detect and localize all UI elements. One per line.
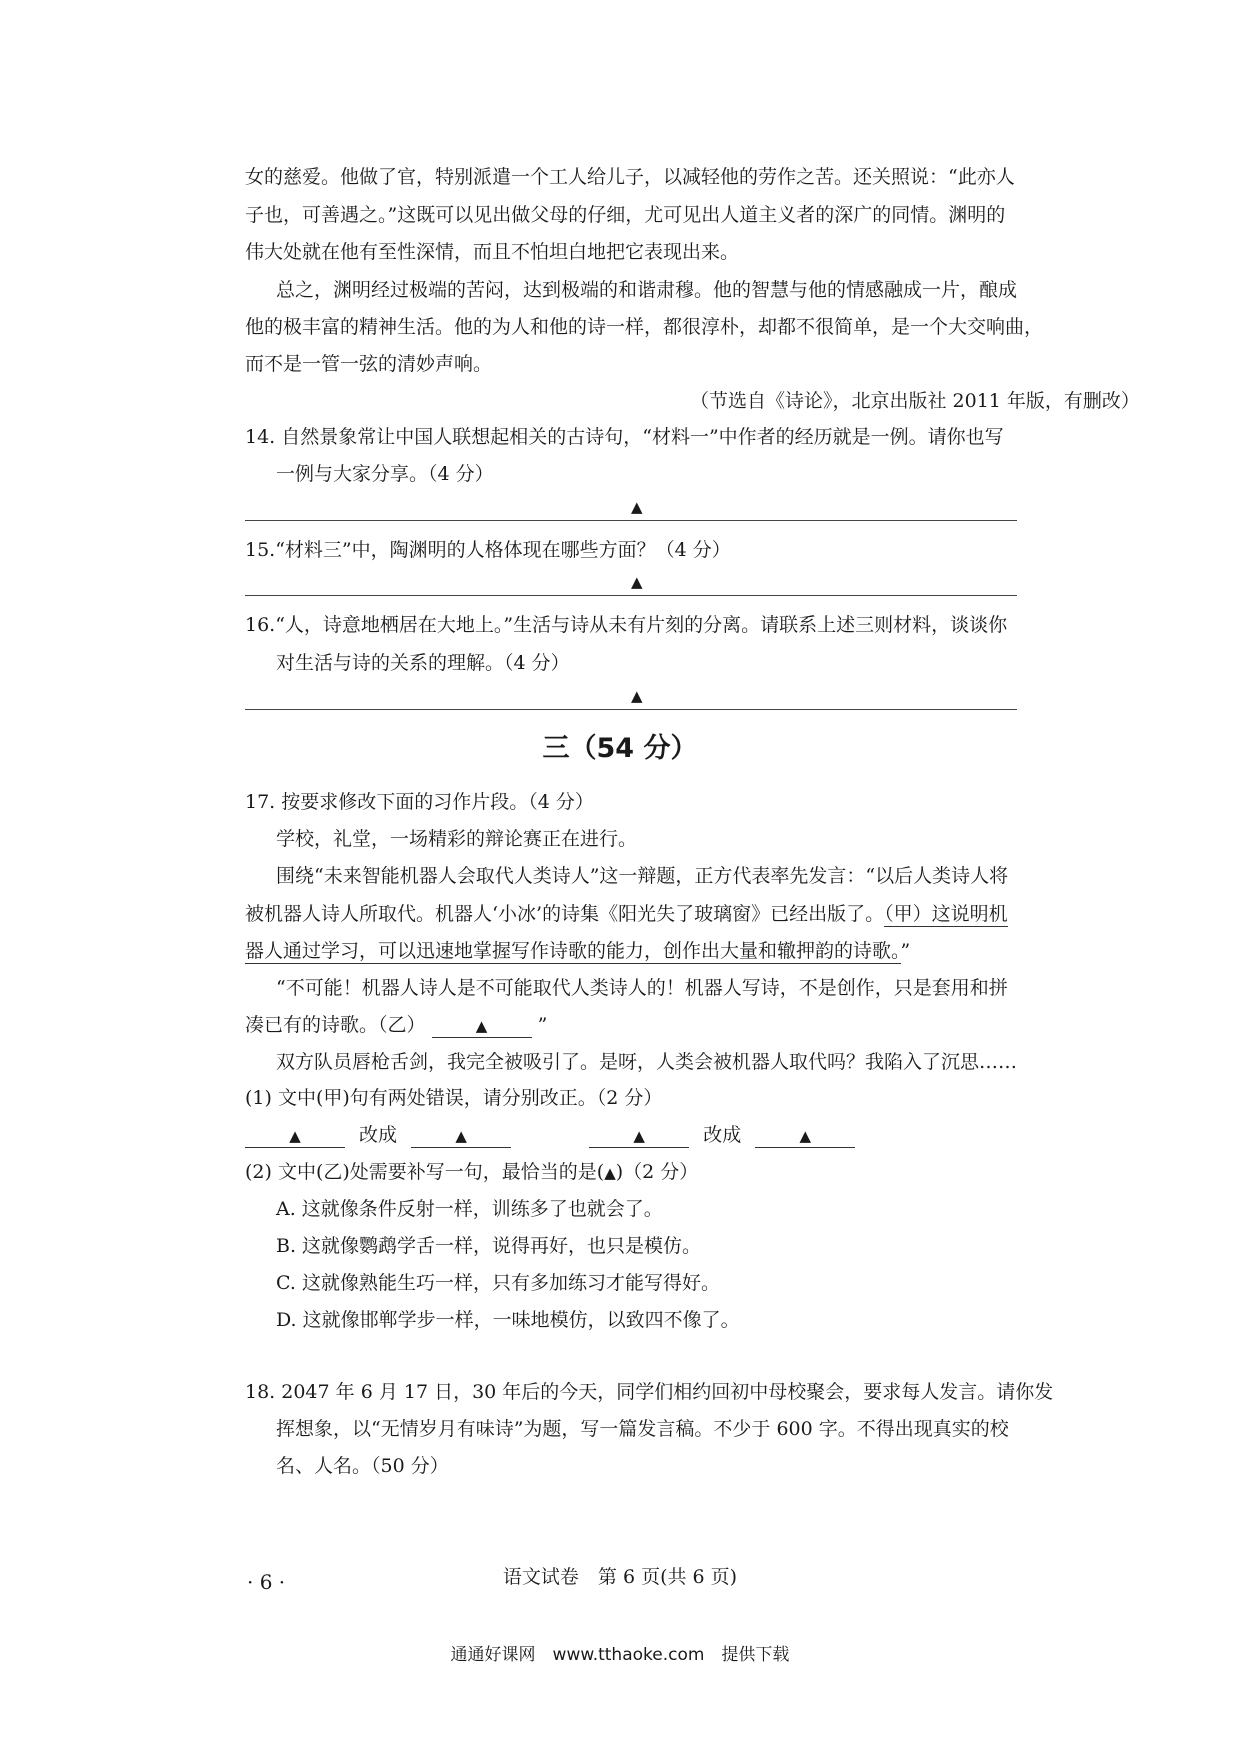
answer-marker-icon: ▲: [631, 573, 643, 591]
question-16-text: 16.“人，诗意地栖居在大地上。”生活与诗从未有片刻的分离。请联系上述三则材料，谈谈你: [245, 614, 1008, 636]
answer-marker-icon: ▲: [799, 1127, 812, 1145]
passage-line: 女的慈爱。他做了官，特别派遣一个工人给儿子，以减轻他的劳作之苦。还关照说：“此亦人: [245, 166, 1015, 188]
option-b[interactable]: B. 这就像鹦鹉学舌一样，说得再好，也只是模仿。: [276, 1235, 702, 1257]
blank-correction-1a[interactable]: [245, 1125, 345, 1148]
sentence-jia-underline: （甲）这说明机: [884, 903, 1008, 925]
question-17-head: 17. 按要求修改下面的习作片段。（4 分）: [245, 791, 594, 813]
question-18-text: 挥想象，以“无情岁月有味诗”为题，写一篇发言稿。不少于 600 字。不得出现真实的校: [276, 1418, 1009, 1440]
option-c[interactable]: C. 这就像熟能生巧一样，只有多加练习才能写得好。: [276, 1272, 720, 1294]
answer-line-15[interactable]: [245, 571, 1017, 596]
answer-marker-icon[interactable]: ▲: [604, 1164, 616, 1182]
q17-sub2-text: (2) 文中(乙)处需要补写一句，最恰当的是(: [245, 1161, 605, 1183]
blank-yi[interactable]: [432, 1015, 532, 1038]
q17-paragraph: 围绕“未来智能机器人会取代人类诗人”这一辩题，正方代表率先发言：“以后人类诗人将: [276, 865, 1009, 887]
answer-line-14[interactable]: [245, 496, 1017, 521]
q17-text: ”: [900, 940, 911, 962]
question-16-text: 对生活与诗的关系的理解。（4 分）: [276, 652, 570, 674]
q17-text: 被机器人诗人所取代。机器人‘小冰’的诗集《阳光失了玻璃窗》已经出版了。: [245, 903, 885, 925]
q17-sub1-blanks: [245, 1123, 855, 1148]
passage-line: 子也，可善遇之。”这既可以见出做父母的仔细，尤可见出人道主义者的深广的同情。渊明的: [245, 204, 1006, 226]
answer-marker-icon: ▲: [633, 1127, 645, 1145]
q17-paragraph: “不可能！机器人诗人是不可能取代人类诗人的！机器人写诗，不是创作，只是套用和拼: [276, 977, 1008, 999]
q17-paragraph-line: [245, 1013, 547, 1038]
answer-line-16[interactable]: [245, 685, 1017, 710]
question-18-text: 名、人名。（50 分）: [276, 1455, 449, 1477]
page-footer-title: 语文试卷 第 6 页(共 6 页): [502, 1566, 738, 1588]
passage-line: 他的极丰富的精神生活。他的为人和他的诗一样，都很淳朴，却都不很简单，是一个大交响曲，: [245, 316, 1044, 338]
answer-marker-icon: ▲: [455, 1127, 467, 1145]
answer-marker-icon: ▲: [631, 687, 643, 705]
blank-correction-1b[interactable]: [411, 1125, 511, 1148]
question-18-text: 18. 2047 年 6 月 17 日，30 年后的今天，同学们相约回初中母校聚会，要求每人发言。请你发: [245, 1381, 1054, 1403]
q17-sub2-text: )（2 分）: [615, 1161, 699, 1183]
blank-correction-2a[interactable]: [589, 1125, 689, 1148]
passage-source: （节选自《诗论》，北京出版社 2011 年版，有删改）: [690, 390, 1140, 412]
q17-sub2: [245, 1160, 698, 1185]
answer-marker-icon: ▲: [475, 1017, 488, 1035]
q17-paragraph: 双方队员唇枪舌剑，我完全被吸引了。是呀，人类会被机器人取代吗？我陷入了沉思……: [276, 1051, 1018, 1073]
passage-line: 伟大处就在他有至性深情，而且不怕坦白地把它表现出来。: [245, 241, 740, 263]
question-14-text: 一例与大家分享。（4 分）: [276, 463, 494, 485]
q17-paragraph-line: [245, 939, 910, 963]
option-a[interactable]: A. 这就像条件反射一样，训练多了也就会了。: [276, 1198, 663, 1220]
question-15-text: 15.“材料三”中，陶渊明的人格体现在哪些方面？（4 分）: [245, 539, 731, 561]
change-label: 改成: [703, 1124, 742, 1146]
blank-correction-2b[interactable]: [755, 1125, 855, 1148]
passage-line: 总之，渊明经过极端的苦闷，达到极端的和谐肃穆。他的智慧与他的情感融成一片，酿成: [276, 279, 1018, 301]
section-heading: 三（54 分）: [542, 733, 698, 764]
change-label: 改成: [359, 1124, 398, 1146]
option-d[interactable]: D. 这就像邯郸学步一样，一味地模仿，以致四不像了。: [276, 1309, 740, 1331]
q17-paragraph: 学校，礼堂，一场精彩的辩论赛正在进行。: [276, 828, 638, 850]
answer-marker-icon: ▲: [631, 498, 643, 516]
q17-text: ”: [537, 1014, 548, 1036]
answer-marker-icon: ▲: [289, 1127, 301, 1145]
question-14-text: 14. 自然景象常让中国人联想起相关的古诗句，“材料一”中作者的经历就是一例。请你也写: [245, 426, 1004, 448]
q17-paragraph-line: [245, 902, 1008, 926]
download-credit: 通通好课网 www.tthaoke.com 提供下载: [450, 1645, 790, 1665]
q17-sub1: (1) 文中(甲)句有两处错误，请分别改正。（2 分）: [245, 1087, 663, 1109]
q17-text: 凑已有的诗歌。（乙）: [245, 1014, 426, 1036]
sentence-jia-underline: 器人通过学习，可以迅速地掌握写作诗歌的能力，创作出大量和辙押韵的诗歌。: [245, 940, 901, 962]
page-number: · 6 ·: [247, 1570, 286, 1594]
passage-line: 而不是一管一弦的清妙声响。: [245, 353, 493, 375]
